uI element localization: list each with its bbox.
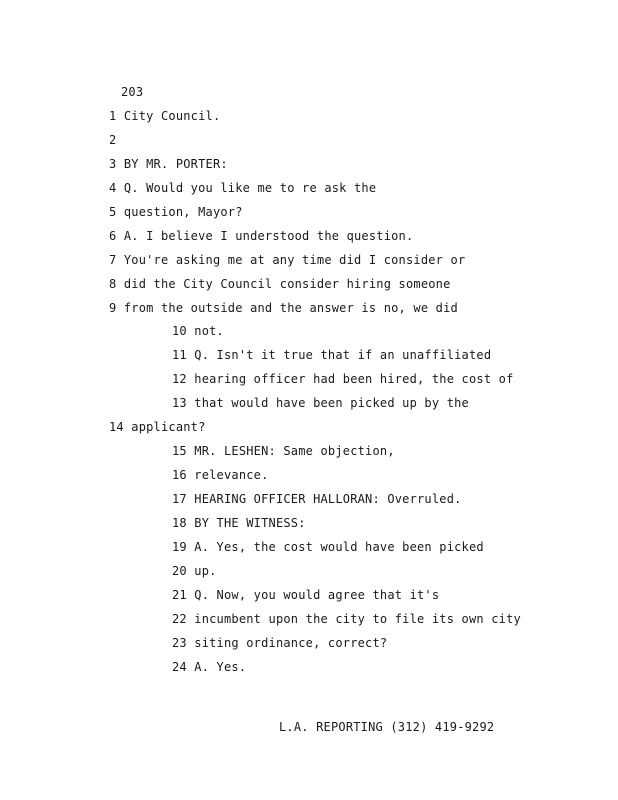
transcript-line-18: 18 BY THE WITNESS: bbox=[172, 516, 306, 530]
transcript-line-15: 15 MR. LESHEN: Same objection, bbox=[172, 444, 395, 458]
transcript-line-1: 1 City Council. bbox=[109, 109, 221, 123]
transcript-line-11: 11 Q. Isn't it true that if an unaffiliated bbox=[172, 348, 492, 362]
transcript-line-9: 9 from the outside and the answer is no, we did bbox=[109, 301, 458, 315]
transcript-line-22: 22 incumbent upon the city to file its own city bbox=[172, 612, 521, 626]
transcript-line-13: 13 that would have been picked up by the bbox=[172, 396, 469, 410]
transcript-line-4: 4 Q. Would you like me to re ask the bbox=[109, 181, 377, 195]
transcript-line-3: 3 BY MR. PORTER: bbox=[109, 157, 228, 171]
transcript-line-24: 24 A. Yes. bbox=[172, 660, 247, 674]
transcript-line-12: 12 hearing officer had been hired, the cost of bbox=[172, 372, 514, 386]
page-number: 203 bbox=[121, 85, 144, 99]
transcript-line-21: 21 Q. Now, you would agree that it's bbox=[172, 588, 440, 602]
transcript-line-5: 5 question, Mayor? bbox=[109, 205, 243, 219]
transcript-line-8: 8 did the City Council consider hiring someone bbox=[109, 277, 451, 291]
reporter-footer: L.A. REPORTING (312) 419-9292 bbox=[279, 720, 495, 734]
transcript-line-6: 6 A. I believe I understood the question. bbox=[109, 229, 414, 243]
transcript-line-10: 10 not. bbox=[172, 324, 224, 338]
transcript-line-19: 19 A. Yes, the cost would have been picked bbox=[172, 540, 484, 554]
transcript-line-2: 2 bbox=[109, 133, 117, 147]
transcript-line-7: 7 You're asking me at any time did I consider or bbox=[109, 253, 466, 267]
transcript-line-17: 17 HEARING OFFICER HALLORAN: Overruled. bbox=[172, 492, 462, 506]
transcript-line-14: 14 applicant? bbox=[109, 420, 206, 434]
transcript-line-16: 16 relevance. bbox=[172, 468, 269, 482]
transcript-line-23: 23 siting ordinance, correct? bbox=[172, 636, 388, 650]
transcript-line-20: 20 up. bbox=[172, 564, 217, 578]
